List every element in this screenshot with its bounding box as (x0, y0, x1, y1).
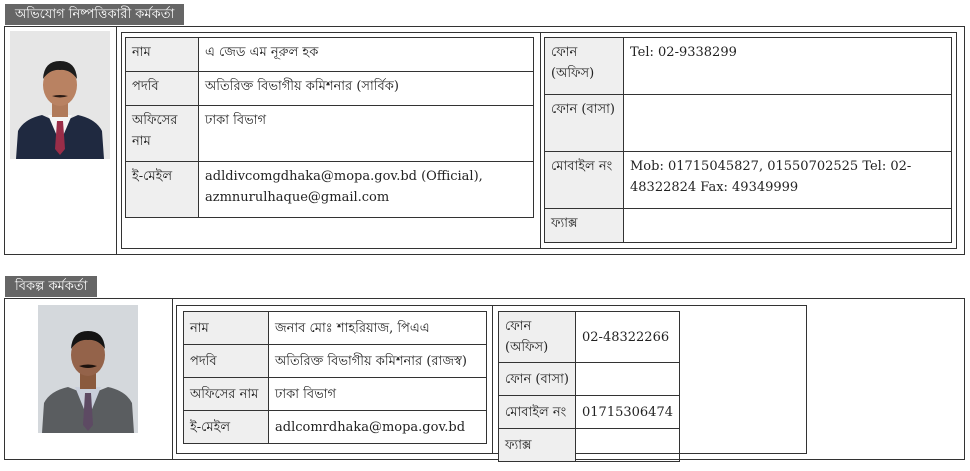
designation-label: পদবি (126, 72, 199, 106)
phone-office-value: Tel: 02-9338299 (624, 38, 952, 95)
office-label: অফিসের নাম (126, 106, 199, 162)
primary-section-title: অভিযোগ নিষ্পত্তিকারী কর্মকর্তা (5, 4, 184, 25)
alternate-details-table (183, 311, 487, 444)
alternate-office-row (184, 378, 487, 411)
primary-officer-photo (10, 31, 110, 159)
name-value: এ জেড এম নূরুল হক (199, 38, 534, 72)
fax-label: ফ্যাক্স (499, 429, 576, 462)
designation-label: পদবি (184, 345, 269, 378)
primary-designation-row (126, 72, 534, 106)
office-label: অফিসের নাম (184, 378, 269, 411)
alternate-email-row (184, 411, 487, 444)
phone-office-value: 02-48322266 (576, 312, 680, 363)
primary-office-row (126, 106, 534, 162)
phone-office-label: ফোন (অফিস) (545, 38, 624, 95)
alternate-phone-office-row (499, 312, 680, 363)
fax-value (624, 209, 952, 243)
phone-office-label: ফোন (অফিস) (499, 312, 576, 363)
mobile-value: 01715306474 (576, 396, 680, 429)
alternate-fax-row (499, 429, 680, 462)
primary-email-row (126, 162, 534, 218)
mobile-value: Mob: 01715045827, 01550702525 Tel: 02-48322824 Fax: 49349999 (624, 152, 952, 209)
alternate-officer-photo (38, 305, 138, 433)
primary-mobile-row (545, 152, 952, 209)
alternate-phone-home-row (499, 363, 680, 396)
alternate-name-row (184, 312, 487, 345)
primary-phone-home-row (545, 95, 952, 152)
primary-contact-table (544, 37, 952, 243)
primary-name-row (126, 38, 534, 72)
designation-value: অতিরিক্ত বিভাগীয় কমিশনার (রাজস্ব) (269, 345, 487, 378)
phone-home-label: ফোন (বাসা) (545, 95, 624, 152)
name-label: নাম (184, 312, 269, 345)
phone-home-value (576, 363, 680, 396)
alternate-section-title: বিকল্প কর্মকর্তা (5, 276, 97, 297)
email-label: ই-মেইল (126, 162, 199, 218)
email-value[interactable]: adldivcomgdhaka@mopa.gov.bd (Official), azmnurulhaque@gmail.com (199, 162, 534, 218)
mobile-label: মোবাইল নং (545, 152, 624, 209)
primary-fax-row (545, 209, 952, 243)
alternate-designation-row (184, 345, 487, 378)
phone-home-label: ফোন (বাসা) (499, 363, 576, 396)
office-value: ঢাকা বিভাগ (199, 106, 534, 162)
mobile-label: মোবাইল নং (499, 396, 576, 429)
primary-details-table (125, 37, 534, 218)
phone-home-value (624, 95, 952, 152)
designation-value: অতিরিক্ত বিভাগীয় কমিশনার (সার্বিক) (199, 72, 534, 106)
name-label: নাম (126, 38, 199, 72)
fax-value (576, 429, 680, 462)
email-label: ই-মেইল (184, 411, 269, 444)
alternate-contact-table (498, 311, 680, 462)
primary-phone-office-row (545, 38, 952, 95)
name-value: জনাব মোঃ শাহরিয়াজ, পিএএ (269, 312, 487, 345)
office-value: ঢাকা বিভাগ (269, 378, 487, 411)
alternate-mobile-row (499, 396, 680, 429)
email-value[interactable]: adlcomrdhaka@mopa.gov.bd (269, 411, 487, 444)
fax-label: ফ্যাক্স (545, 209, 624, 243)
